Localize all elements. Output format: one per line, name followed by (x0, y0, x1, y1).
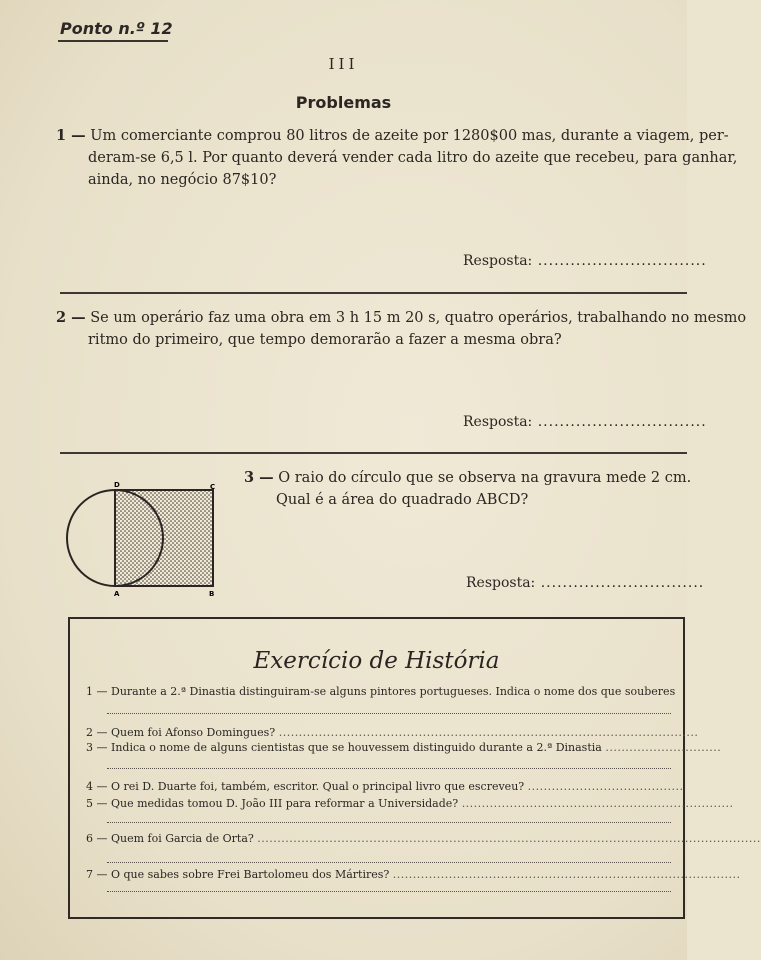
history-q6-number: 6 — (86, 832, 108, 845)
problem-2-number: 2 — (56, 309, 86, 326)
problem-2 (56, 307, 747, 351)
history-q3-number: 3 — (86, 741, 108, 754)
history-question-6: 6 — Quem foi Garcia de Orta? .............................................................................................................................. (86, 832, 761, 845)
page-header-title: Ponto n.º 12 (60, 19, 173, 38)
problem-1-number: 1 — (56, 127, 86, 144)
vertex-c-label: C (210, 483, 216, 491)
history-q3-text: Indica o nome de alguns cientistas que se houvessem distinguido durante a 2.ª Dinastia (111, 741, 602, 754)
problem-1-line-1: Um comerciante comprou 80 litros de azeite por 1280$00 mas, durante a viagem, per- (90, 128, 729, 144)
history-q7-text: O que sabes sobre Frei Bartolomeu dos Mártires? (111, 868, 390, 881)
problem-2-line-1: Se um operário faz uma obra em 3 h 15 m 20 s, quatro operários, trabalhando no mesmo (90, 310, 747, 326)
vertex-a-label: A (114, 590, 120, 598)
problem-1 (56, 125, 738, 191)
problem-3-line-1: O raio do círculo que se observa na gravura mede 2 cm. (278, 470, 692, 486)
section-title: Problemas (295, 93, 392, 112)
history-answer-line-7[interactable] (107, 891, 671, 892)
history-title: Exercício de História (253, 648, 500, 674)
problem-2-line-2: ritmo do primeiro, que tempo demorarão a fazer a mesma obra? (88, 332, 562, 348)
history-q4-text: O rei D. Duarte foi, também, escritor. Qual o principal livro que escreveu? (111, 780, 525, 793)
problem-2-answer-label: Resposta: (463, 414, 533, 430)
history-question-7: 7 — O que sabes sobre Frei Bartolomeu dos Mártires? ....................................................................................... (86, 868, 741, 881)
problem-1-line-2: deram-se 6,5 l. Por quanto deverá vender cada litro do azeite que recebeu, para ganhar, (88, 150, 738, 166)
problem-3-line-2: Qual é a área do quadrado ABCD? (276, 492, 529, 508)
problem-3-answer[interactable]: Resposta: .............................. (466, 575, 705, 591)
problem-1-line-3: ainda, no negócio 87$10? (88, 172, 277, 188)
history-q2-text: Quem foi Afonso Domingues? (111, 726, 276, 739)
history-q5-number: 5 — (86, 797, 108, 810)
history-answer-line-3[interactable] (107, 768, 671, 769)
history-answer-line-6[interactable] (107, 862, 671, 863)
circle-square-figure (62, 480, 222, 600)
header-underline (58, 40, 168, 42)
problem-3 (244, 467, 692, 511)
history-q4-number: 4 — (86, 780, 108, 793)
history-q2-number: 2 — (86, 726, 108, 739)
history-answer-line-5[interactable] (107, 822, 671, 823)
problem-3-number: 3 — (244, 469, 274, 486)
history-question-3: 3 — Indica o nome de alguns cientistas que se houvessem distinguido durante a 2.ª Dinastia ............................. (86, 741, 722, 754)
history-q1-text: Durante a 2.ª Dinastia distinguiram-se alguns pintores portugueses. Indica o nome dos que souberes (111, 685, 676, 698)
history-q5-text: Que medidas tomou D. João III para reformar a Universidade? (111, 797, 459, 810)
problem-3-answer-label: Resposta: (466, 575, 536, 591)
vertex-d-label: D (114, 481, 120, 489)
history-q6-text: Quem foi Garcia de Orta? (111, 832, 254, 845)
history-answer-line-1[interactable] (107, 713, 671, 714)
section-number: III (328, 55, 359, 73)
problem-1-answer[interactable]: Resposta: ............................... (463, 253, 707, 269)
problem-1-answer-label: Resposta: (463, 253, 533, 269)
vertex-b-label: B (209, 590, 215, 598)
history-question-1 (86, 685, 676, 698)
divider-1 (60, 292, 687, 294)
history-q7-number: 7 — (86, 868, 108, 881)
divider-2 (60, 452, 687, 454)
history-q1-number: 1 — (86, 685, 108, 698)
history-question-4: 4 — O rei D. Duarte foi, também, escritor. Qual o principal livro que escreveu? ....................................... (86, 780, 684, 793)
problem-2-answer[interactable]: Resposta: ............................... (463, 414, 707, 430)
history-question-2: 2 — Quem foi Afonso Domingues? ......................................................................................................... (86, 726, 699, 739)
history-question-5: 5 — Que medidas tomou D. João III para reformar a Universidade? .................................................................... (86, 797, 734, 810)
